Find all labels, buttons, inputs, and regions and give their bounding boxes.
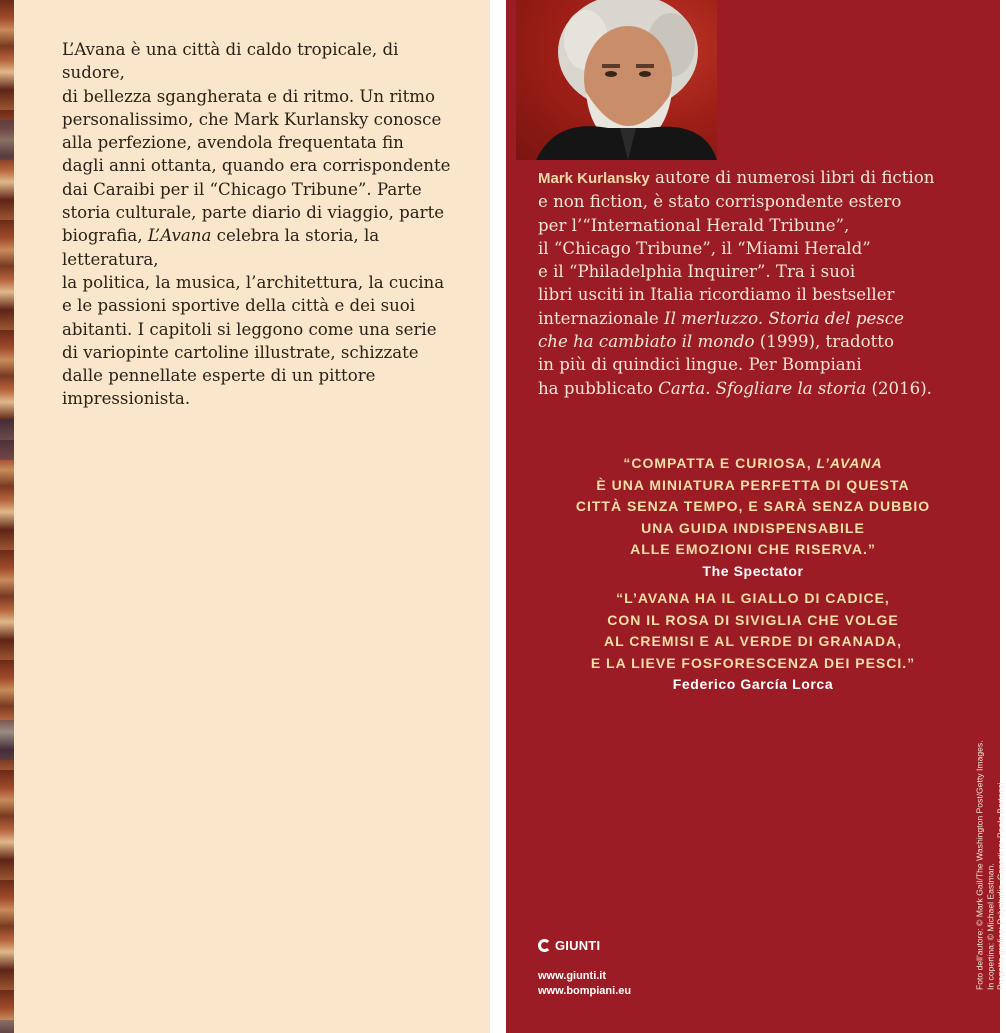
url-bompiani[interactable]: www.bompiani.eu	[538, 985, 632, 997]
quote-line: CON IL ROSA DI SIVIGLIA CHE VOLGE	[607, 611, 899, 628]
quote-line: E LA LIEVE FOSFORESCENZA DEI PESCI.”	[590, 654, 916, 671]
spine-gap	[490, 0, 506, 1033]
author-photo	[516, 0, 717, 160]
blurb-line: dalle pennellate esperte di un pittore	[62, 366, 376, 386]
book-blurb	[62, 38, 462, 411]
blurb-line: di bellezza sgangherata e di ritmo. Un ritmo	[62, 86, 436, 106]
blurb-line: L’Avana è una città di caldo tropicale, di sudore,	[62, 40, 399, 83]
review-quote-spectator	[516, 453, 990, 582]
image-credits	[946, 730, 1006, 990]
book-title: Carta. Sfogliare la storia	[658, 378, 867, 398]
bio-text: internazionale	[538, 308, 665, 328]
blurb-line: la politica, la musica, l’architettura, la cucina	[62, 272, 445, 292]
book-title: Il merluzzo. Storia del pesce	[664, 308, 904, 328]
bio-text: (2016).	[866, 378, 932, 398]
giunti-g-icon	[538, 939, 551, 952]
quote-line: UNA GUIDA INDISPENSABILE	[641, 519, 865, 536]
publisher-urls	[538, 969, 631, 999]
publisher-block	[538, 938, 631, 999]
bio-text: (1999), tradotto	[754, 332, 894, 352]
giunti-logo	[538, 938, 631, 953]
quote-book-title: L’AVANA	[816, 455, 883, 471]
giunti-logo-text: GIUNTI	[555, 938, 601, 953]
quote-line: ALLE EMOZIONI CHE RISERVA.”	[630, 541, 876, 557]
blurb-line: storia culturale, parte diario di viaggio, parte	[62, 203, 445, 223]
author-portrait-icon	[516, 0, 717, 160]
author-bio	[538, 166, 968, 400]
quote-line	[516, 453, 990, 475]
blurb-text: biografia,	[62, 226, 148, 246]
quote-line: “L’AVANA HA IL GIALLO DI CADICE,	[616, 590, 890, 606]
cover-photo-edge	[0, 0, 14, 1033]
bio-line: in più di quindici lingue. Per Bompiani	[538, 355, 862, 375]
blurb-line: abitanti. I capitoli si leggono come una serie	[62, 319, 437, 339]
bio-line	[538, 307, 968, 330]
quote-line: È UNA MINIATURA PERFETTA DI QUESTA	[596, 476, 910, 493]
bio-line: per l’“International Herald Tribune”,	[538, 215, 850, 235]
bio-line: il “Chicago Tribune”, il “Miami Herald”	[538, 238, 871, 258]
quote-line: AL CREMISI E AL VERDE DI GRANADA,	[604, 633, 902, 649]
bio-line	[538, 377, 968, 400]
blurb-line	[62, 224, 462, 271]
bio-line: e non fiction, è stato corrispondente estero	[538, 192, 902, 212]
blurb-line: di variopinte cartoline illustrate, schizzate	[62, 342, 419, 362]
bio-line	[538, 166, 968, 190]
bio-text: autore di numerosi libri di fiction	[649, 168, 935, 187]
blurb-line: personalissimo, che Mark Kurlansky conosce	[62, 109, 442, 129]
quote-text: “COMPATTA E CURIOSA,	[623, 455, 817, 471]
blurb-line: e le passioni sportive della città e dei suoi	[62, 296, 416, 316]
quote-source: Federico García Lorca	[672, 676, 834, 692]
blurb-text: celebra la storia, la letteratura,	[62, 226, 380, 269]
book-title: L’Avana	[147, 226, 212, 246]
blurb-line: dai Caraibi per il “Chicago Tribune”. Parte	[62, 179, 422, 199]
url-giunti[interactable]: www.giunti.it	[538, 970, 607, 982]
left-flap	[14, 0, 490, 1033]
book-title: che ha cambiato il mondo	[538, 332, 755, 352]
blurb-line: dagli anni ottanta, quando era corrispondente	[62, 156, 451, 176]
credit-line: Foto dell’autore: © Mark Gail/The Washington Post/Getty Images.	[974, 740, 985, 990]
quote-line: CITTÀ SENZA TEMPO, E SARÀ SENZA DUBBIO	[575, 498, 931, 514]
bio-line: libri usciti in Italia ricordiamo il bestseller	[538, 285, 895, 305]
bio-line	[538, 330, 968, 353]
credit-line: In copertina: © Michael Eastman.	[985, 863, 995, 990]
right-flap	[506, 0, 1006, 1033]
quote-source: The Spectator	[702, 562, 804, 579]
blurb-line: alla perfezione, avendola frequentata fin	[62, 133, 404, 153]
author-name: Mark Kurlansky	[538, 170, 650, 187]
bio-line: e il “Philadelphia Inquirer”. Tra i suoi	[538, 262, 856, 282]
review-quote-lorca	[516, 588, 990, 696]
credit-line: Progetto grafico: Polystudio. Copertina: Paola Bertozzi.	[995, 780, 1006, 990]
blurb-line: impressionista.	[62, 389, 191, 409]
credits-text	[975, 730, 1006, 990]
bio-text: ha pubblicato	[538, 378, 659, 398]
